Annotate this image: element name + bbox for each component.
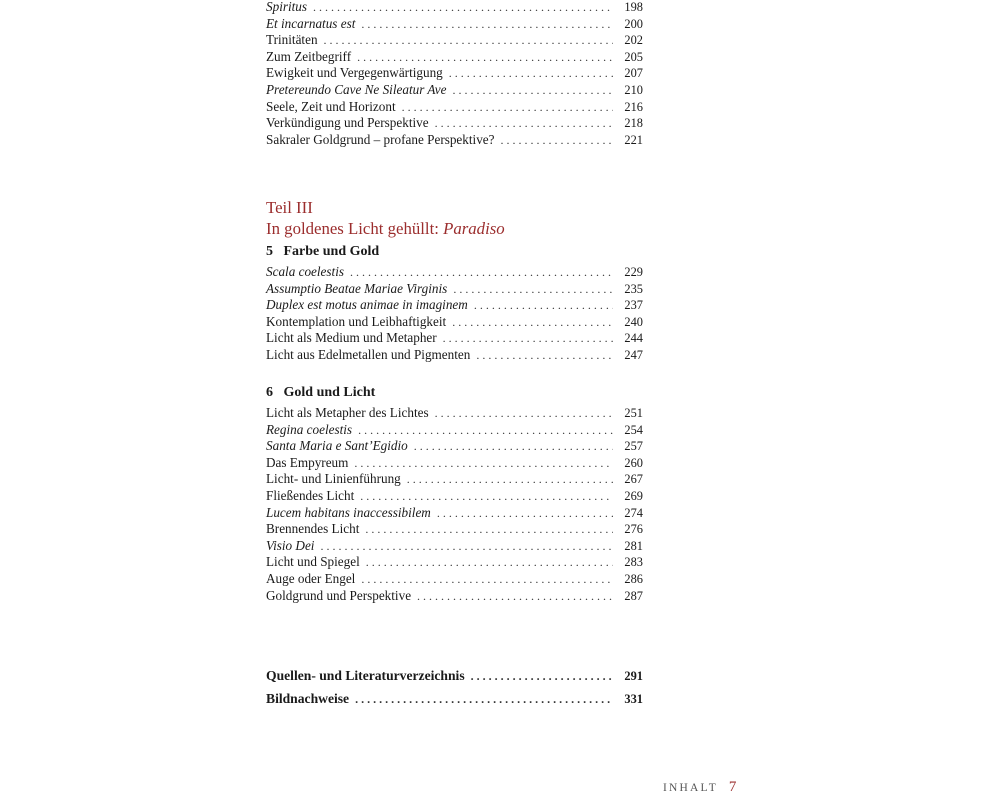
dot-leader <box>414 438 613 455</box>
toc-entry-page: 218 <box>624 116 643 131</box>
toc-entry-page: 210 <box>624 82 643 97</box>
toc-entry <box>266 65 643 82</box>
toc-entry <box>266 115 643 132</box>
toc-entry-title: Duplex est motus animae in imaginem <box>266 297 468 313</box>
dot-leader <box>452 82 613 99</box>
toc-entry-title: Spiritus <box>266 0 308 14</box>
toc-entry <box>266 314 643 331</box>
dot-leader <box>313 0 613 16</box>
toc-entry-page: 200 <box>624 16 643 31</box>
toc-entry-page: 216 <box>624 99 643 114</box>
toc-entry-title: Regina coelestis <box>266 421 353 437</box>
toc-entry-page: 251 <box>624 406 643 420</box>
toc-entry <box>266 571 643 588</box>
toc-list-top <box>266 0 643 148</box>
toc-entry-page: 235 <box>624 281 643 296</box>
toc-entry-title: Kontemplation und Leibhaftigkeit <box>266 313 447 329</box>
dot-leader <box>361 16 613 33</box>
toc-entry-title: Sakraler Goldgrund – profane Perspektive? <box>266 131 495 147</box>
dot-leader <box>471 668 613 685</box>
toc-entry-page: 229 <box>624 265 643 279</box>
part-title-italic: Paradiso <box>443 219 505 238</box>
toc-entry <box>266 438 643 455</box>
toc-entry-title: Et incarnatus est <box>266 15 356 31</box>
dot-leader <box>476 347 613 364</box>
toc-entry <box>266 132 643 149</box>
dot-leader <box>435 405 613 422</box>
dot-leader <box>358 422 613 439</box>
toc-entry-title: Goldgrund und Perspektive <box>266 587 412 603</box>
toc-entry <box>266 422 643 439</box>
toc-entry-page: 287 <box>624 588 643 603</box>
dot-leader <box>350 264 613 281</box>
toc-entry-page: 237 <box>624 298 643 313</box>
toc-entry-title: Trinitäten <box>266 32 318 48</box>
dot-leader <box>501 132 613 149</box>
chapter-5-heading <box>266 243 379 261</box>
toc-entry-page: 244 <box>624 331 643 346</box>
toc-entry <box>266 330 643 347</box>
toc-entry-page: 202 <box>624 33 643 48</box>
toc-entry <box>266 49 643 66</box>
toc-section-chapter-6 <box>266 405 643 604</box>
toc-entry <box>266 538 643 555</box>
chapter-6-number: 6 <box>266 385 273 400</box>
toc-entry-title: Licht aus Edelmetallen und Pigmenten <box>266 346 471 362</box>
toc-entry <box>266 297 643 314</box>
toc-entry-title: Bildnachweise <box>266 691 350 707</box>
dot-leader <box>474 297 613 314</box>
toc-entry-page: 207 <box>624 66 643 81</box>
toc-entry-page: 286 <box>624 571 643 586</box>
part-title-text: In goldenes Licht gehüllt: <box>266 219 439 238</box>
page-number: 7 <box>728 779 737 795</box>
chapter-5-title: Farbe und Gold <box>283 244 380 259</box>
toc-entry <box>266 554 643 571</box>
toc-entry-page: 254 <box>624 422 643 437</box>
toc-entry-title: Licht als Metapher des Lichtes <box>266 405 429 420</box>
toc-entry <box>266 347 643 364</box>
page-footer <box>663 779 736 796</box>
toc-entry <box>266 691 643 708</box>
toc-entry <box>266 455 643 472</box>
dot-leader <box>449 65 613 82</box>
toc-entry-title: Lucem habitans inaccessibilem <box>266 504 431 520</box>
toc-entry-page: 269 <box>624 488 643 503</box>
toc-entry-title: Licht und Spiegel <box>266 554 360 570</box>
toc-entry-page: 281 <box>624 538 643 553</box>
toc-entry-page: 276 <box>624 522 643 537</box>
toc-entry-page: 267 <box>624 472 643 487</box>
toc-entry <box>266 32 643 49</box>
toc-entry-title: Auge oder Engel <box>266 570 356 586</box>
toc-entry-title: Assumptio Beatae Mariae Virginis <box>266 280 448 296</box>
dot-leader <box>366 554 613 571</box>
toc-entry-title: Das Empyreum <box>266 454 349 470</box>
dot-leader <box>443 330 613 347</box>
dot-leader <box>324 32 613 49</box>
toc-entry-title: Seele, Zeit und Horizont <box>266 98 396 114</box>
toc-entry <box>266 82 643 99</box>
dot-leader <box>361 571 613 588</box>
toc-entry <box>266 99 643 116</box>
dot-leader <box>437 505 613 522</box>
toc-entry-page: 240 <box>624 314 643 329</box>
toc-entry-page: 247 <box>624 347 643 362</box>
dot-leader <box>453 281 613 298</box>
chapter-5-number: 5 <box>266 244 273 259</box>
toc-list-chapter-6 <box>266 405 643 604</box>
toc-entry-page: 291 <box>624 669 643 683</box>
toc-entry-title: Brennendes Licht <box>266 521 360 537</box>
toc-entry-title: Pretereundo Cave Ne Sileatur Ave <box>266 81 447 97</box>
toc-entry-title: Zum Zeitbegriff <box>266 48 352 64</box>
toc-entry-title: Ewigkeit und Vergegenwärtigung <box>266 65 443 81</box>
dot-leader <box>407 471 613 488</box>
toc-entry-page: 331 <box>624 692 643 707</box>
toc-entry <box>266 0 643 16</box>
toc-entry-title: Verkündigung und Perspektive <box>266 115 429 131</box>
toc-section-top <box>266 0 643 148</box>
toc-entry <box>266 281 643 298</box>
toc-entry <box>266 505 643 522</box>
toc-entry-page: 260 <box>624 455 643 470</box>
toc-entry-page: 205 <box>624 49 643 64</box>
dot-leader <box>355 691 613 708</box>
toc-entry <box>266 471 643 488</box>
toc-entry <box>266 668 643 685</box>
toc-back-matter <box>266 668 643 708</box>
toc-entry-title: Quellen- und Literaturverzeichnis <box>266 668 465 683</box>
toc-entry-title: Santa Maria e Sant’Egidio <box>266 438 408 454</box>
toc-entry-page: 257 <box>624 439 643 454</box>
toc-section-chapter-5 <box>266 264 643 364</box>
toc-entry-title: Licht als Medium und Metapher <box>266 330 437 346</box>
toc-entry-page: 198 <box>624 0 643 14</box>
dot-leader <box>320 538 613 555</box>
toc-entry <box>266 521 643 538</box>
toc-list-back-matter <box>266 668 643 708</box>
toc-entry <box>266 405 643 422</box>
running-head: INHALT <box>663 782 718 794</box>
toc-entry-page: 283 <box>624 555 643 570</box>
dot-leader <box>452 314 613 331</box>
toc-entry-page: 274 <box>624 505 643 520</box>
dot-leader <box>417 588 613 605</box>
chapter-6-heading <box>266 384 375 402</box>
dot-leader <box>402 99 613 116</box>
toc-list-chapter-5 <box>266 264 643 364</box>
dot-leader <box>360 488 613 505</box>
dot-leader <box>357 49 613 66</box>
chapter-6-title: Gold und Licht <box>283 385 376 400</box>
toc-entry <box>266 16 643 33</box>
dot-leader <box>365 521 613 538</box>
dot-leader <box>435 115 613 132</box>
part-title <box>266 219 505 239</box>
toc-entry <box>266 264 643 281</box>
toc-entry-title: Licht- und Linienführung <box>266 471 401 487</box>
toc-entry-page: 221 <box>624 132 643 147</box>
toc-entry-title: Fließendes Licht <box>266 487 355 503</box>
part-label: Teil III <box>266 198 313 217</box>
dot-leader <box>354 455 613 472</box>
toc-entry-title: Visio Dei <box>266 537 315 553</box>
toc-entry <box>266 588 643 605</box>
toc-entry-title: Scala coelestis <box>266 264 345 279</box>
toc-entry <box>266 488 643 505</box>
